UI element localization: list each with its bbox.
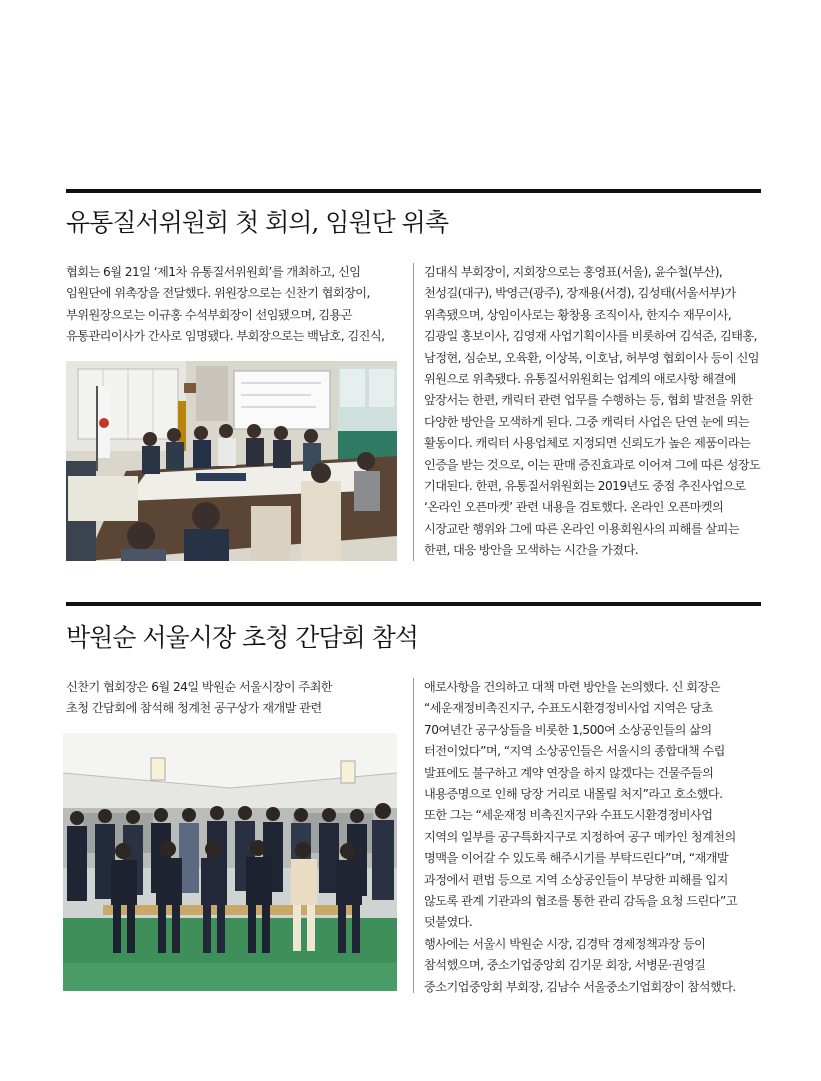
text-line: 지역의 일부를 공구특화지구로 지정하여 공구 메카인 청계천의 — [424, 829, 736, 844]
text-line: 시장교란 행위와 그에 따른 온라인 이용회원사의 피해를 살피는 — [424, 521, 740, 536]
column-divider — [413, 678, 414, 993]
article-right-column — [424, 677, 764, 998]
text-line: 중소기업중앙회 부회장, 김남수 서울중소기업회장이 참석했다. — [424, 979, 736, 994]
text-line: 과정에서 편법 등으로 지역 소상공인들이 부당한 피해를 입지 — [424, 872, 728, 887]
text-line: 활동이다. 캐릭터 사용업체로 지정되면 신뢰도가 높은 제품이라는 — [424, 436, 751, 451]
text-line: 명맥을 이어갈 수 있도록 해주시기를 부탁드린다”며, “재개발 — [424, 851, 729, 866]
article-luncheon — [66, 602, 761, 1002]
text-line: 내용증명으로 인해 당장 거리로 내몰릴 처지”라고 호소했다. — [424, 787, 723, 802]
text-line: 협회는 6월 21일 ‘제1차 유통질서위원회’를 개최하고, 신임 — [66, 265, 361, 279]
text-line: 위촉됐으며, 상임이사로는 황창용 조직이사, 한지수 재무이사, — [424, 307, 732, 322]
text-line: 유통관리이사가 간사로 임명됐다. 부회장으로는 백남호, 김진식, — [66, 329, 385, 344]
text-line: 다양한 방안을 모색하게 된다. 그중 캐릭터 사업은 단연 눈에 띄는 — [424, 414, 750, 429]
meeting-photo — [66, 361, 397, 561]
text-line: 앞장서는 한편, 캐릭터 관련 업무를 수행하는 등, 협회 발전을 위한 — [424, 393, 753, 408]
section-rule — [66, 189, 761, 193]
text-line: “세운재정비촉진지구, 수표도시환경정비사업 지역은 당초 — [424, 701, 713, 716]
text-line: 기대된다. 한편, 유통질서위원회는 2019년도 중점 추진사업으로 — [424, 479, 746, 494]
article-meeting — [66, 189, 761, 569]
text-line: 인증을 받는 것으로, 이는 판매 증진효과로 이어져 그에 따른 성장도 — [424, 457, 761, 472]
text-line: 행사에는 서울시 박원순 시장, 김경탁 경제정책과장 등이 — [424, 936, 706, 951]
text-line: 애로사항을 건의하고 대책 마련 방안을 논의했다. 신 회장은 — [424, 680, 720, 694]
text-line: 신찬기 협회장은 6월 24일 박원순 서울시장이 주최한 — [66, 680, 333, 694]
text-line: 남정현, 심순보, 오육환, 이상복, 이호남, 허부영 협회이사 등이 신임 — [424, 350, 760, 365]
text-line: 발표에도 불구하고 계약 연장을 하지 않겠다는 건물주들의 — [424, 765, 714, 780]
text-line: 초청 간담회에 참석해 청계천 공구상가 재개발 관련 — [66, 701, 322, 716]
text-line: 또한 그는 “세운재정 비촉진지구와 수표도시환경정비사업 — [424, 808, 713, 823]
group-photo — [63, 733, 397, 991]
text-line: 부위원장으로는 이규홍 수석부회장이 선임됐으며, 김용곤 — [66, 307, 352, 322]
article-title: 박원순 서울시장 초청 간담회 참석 — [66, 623, 418, 652]
text-line: 참석했으며, 중소기업중앙회 김기문 회장, 서병문·권영길 — [424, 958, 706, 973]
text-line: 70여년간 공구상들을 비롯한 1,500여 소상공인들의 삶의 — [424, 722, 712, 737]
text-line: 않도록 관계 기관과의 협조를 통한 관리 감독을 요청 드린다”고 — [424, 894, 737, 909]
text-line: 김광일 홍보이사, 김영재 사업기획이사를 비롯하여 김석준, 김태홍, — [424, 329, 757, 344]
text-line: 덧붙였다. — [424, 915, 473, 930]
article-title: 유통질서위원회 첫 회의, 임원단 위촉 — [66, 208, 448, 237]
text-line: 터전이었다”며, “지역 소상공인들은 서울시의 종합대책 수립 — [424, 744, 725, 759]
text-line: 천성길(대구), 박영근(광주), 장재용(서경), 김성태(서울서부)가 — [424, 286, 736, 301]
text-line: ‘온라인 오픈마켓’ 관련 내용을 검토했다. 온라인 오픈마켓의 — [424, 500, 724, 515]
article-left-column — [66, 677, 396, 720]
text-line: 김대식 부회장이, 지회장으로는 홍영표(서울), 윤수철(부산), — [424, 265, 723, 279]
text-line: 한편, 대응 방안을 모색하는 시간을 가졌다. — [424, 543, 639, 558]
text-line: 임원단에 위촉장을 전달했다. 위원장으로는 신찬기 협회장이, — [66, 286, 370, 301]
section-rule — [66, 602, 761, 606]
article-right-column — [424, 262, 764, 562]
column-divider — [413, 263, 414, 561]
article-left-column — [66, 262, 396, 348]
text-line: 위원으로 위촉됐다. 유통질서위원회는 업계의 애로사항 해결에 — [424, 372, 736, 387]
